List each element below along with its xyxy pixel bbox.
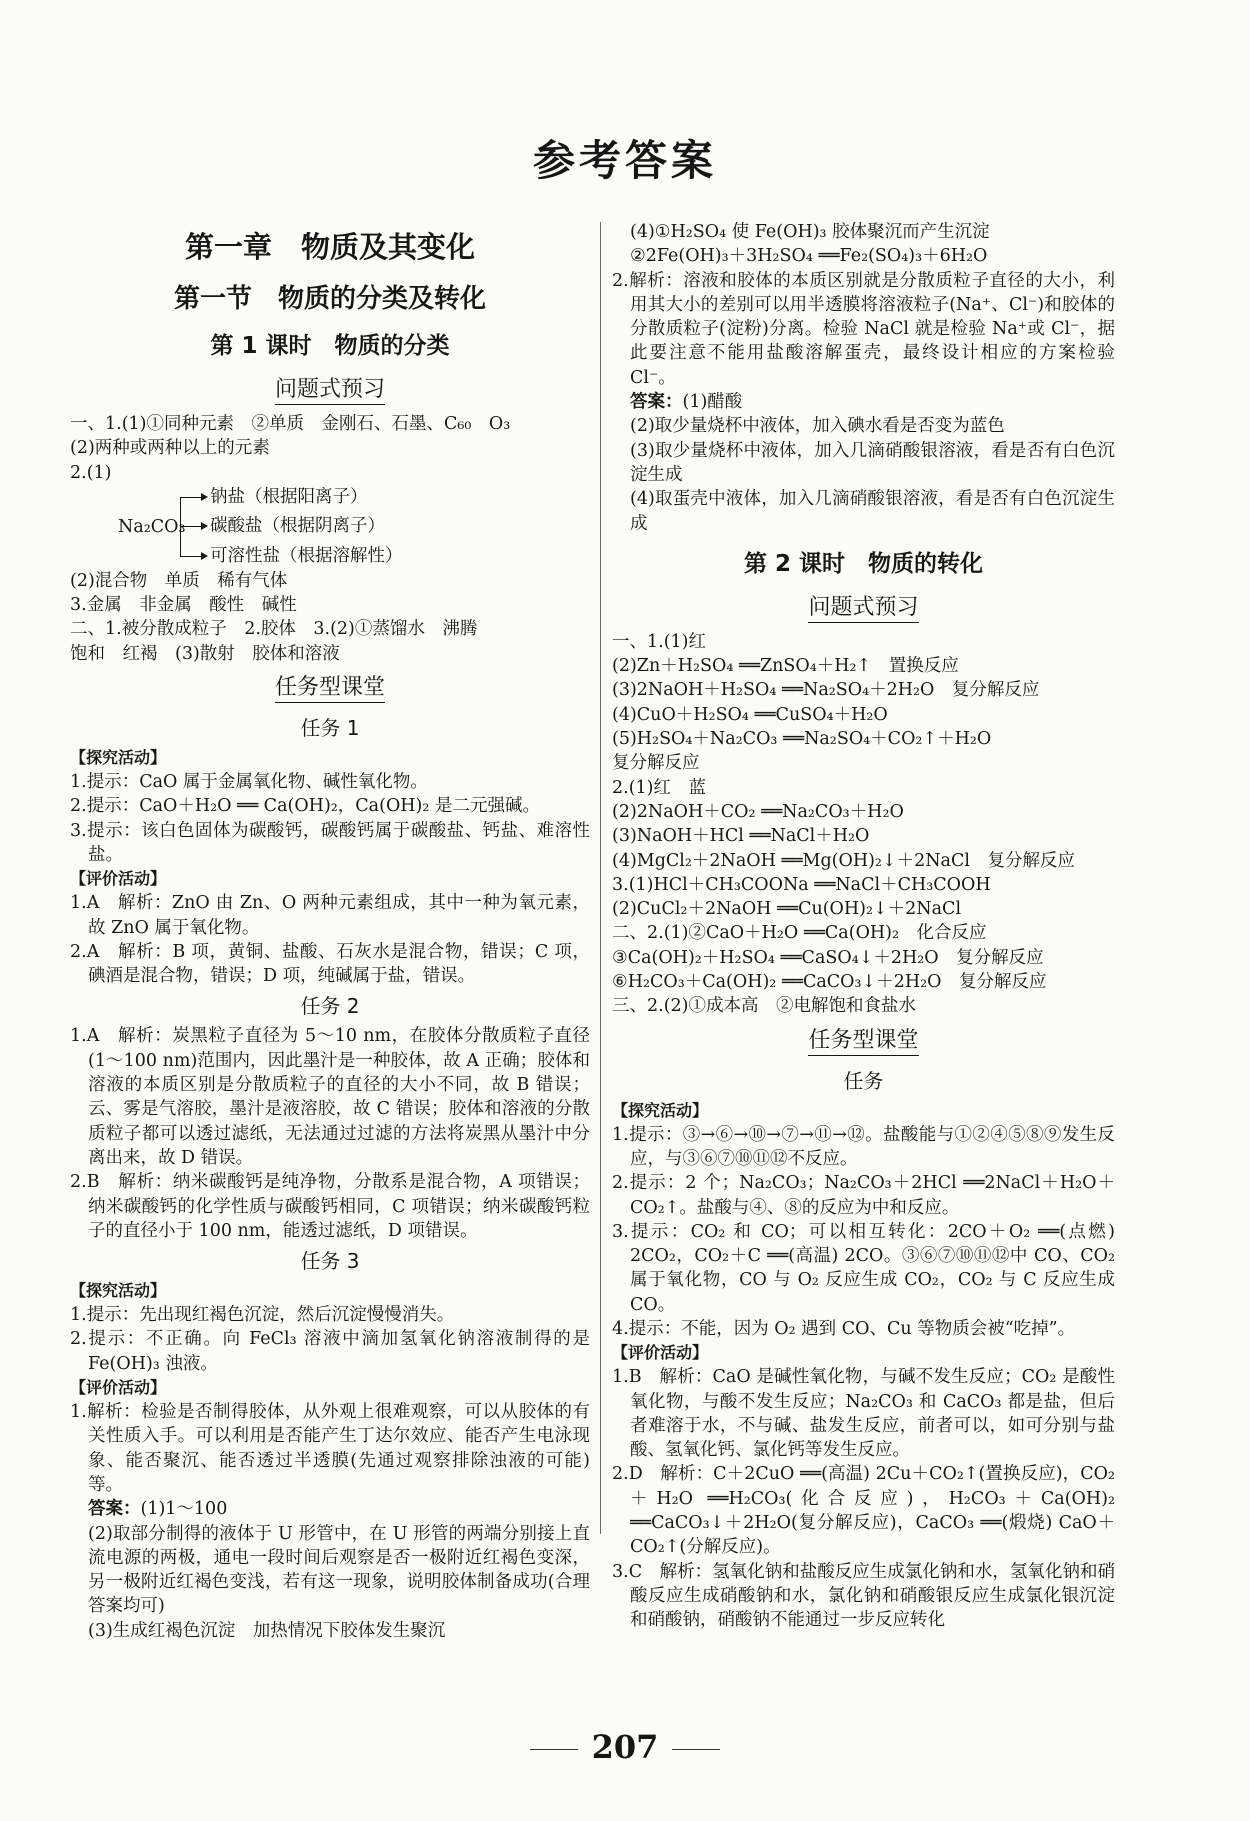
diagram-arrow — [180, 526, 206, 527]
answer-line: (3)生成红褐色沉淀 加热情况下胶体发生聚沉 — [88, 1620, 446, 1641]
answer-line: ②2Fe(OH)₃＋3H₂SO₄ ══Fe₂(SO₄)₃＋6H₂O — [630, 246, 988, 267]
right-column — [612, 220, 1115, 1633]
eval-tag: 【评价活动】 — [70, 1378, 167, 1398]
explore-tag: 【探究活动】 — [70, 1281, 167, 1301]
preview-line: (2)CuCl₂＋2NaOH ══Cu(OH)₂↓＋2NaCl — [612, 899, 962, 920]
answer-item: 2.提示：2 个；Na₂CO₃；Na₂CO₃＋2HCl ══2NaCl＋H₂O＋CO₂↑。盐酸与④、⑧的反应为中和反应。 — [612, 1173, 1115, 1218]
left-column — [70, 220, 590, 1643]
answer-item: 1.A 解析：炭黑粒子直径为 5～10 nm，在胶体分散质粒子直径(1～100 nm)范围内，因此墨汁是一种胶体，故 A 正确；胶体和溶液的本质区别是分散质粒子的直径的大小不同，故 B 错误；云、雾是气溶胶，墨汁是液溶胶，故 C 错误；胶体和溶液的分散质粒子都可以透过滤纸，无法通过过滤的方法将炭黑从墨汁中分离出来，故 D 错误。 — [70, 1026, 590, 1168]
preview-line: ⑥H₂CO₃＋Ca(OH)₂ ══CaCO₃↓＋2H₂O 复分解反应 — [612, 972, 1047, 993]
answer-label: 答案：(1)1～100 — [88, 1499, 228, 1520]
answer-item: 2.B 解析：纳米碳酸钙是纯净物，分散系是混合物，A 项错误；纳米碳酸钙的化学性质与碳酸钙相同，C 项错误；纳米碳酸钙粒子的直径小于 100 nm，能透过滤纸，D 项错误。 — [70, 1172, 590, 1241]
answer-line: (4)取蛋壳中液体，加入几滴硝酸银溶液，看是否有白色沉淀生成 — [630, 489, 1115, 534]
explore-tag: 【探究活动】 — [612, 1100, 709, 1120]
column-divider — [600, 222, 601, 1534]
diagram-leaf: 可溶性盐（根据溶解性） — [210, 545, 403, 566]
preview-line: (2)混合物 单质 稀有气体 — [70, 570, 288, 591]
answer-item: 2.提示：不正确。向 FeCl₃ 溶液中滴加氢氧化钠溶液制得的是 Fe(OH)₃ 浊液。 — [70, 1329, 590, 1374]
answer-item: 1.提示：CaO 属于金属氧化物、碱性氧化物。 — [70, 772, 428, 793]
answer-item: 1.提示：先出现红褐色沉淀，然后沉淀慢慢消失。 — [70, 1305, 455, 1326]
eval-tag: 【评价活动】 — [70, 869, 167, 889]
preview-line: (5)H₂SO₄＋Na₂CO₃ ══Na₂SO₄＋CO₂↑＋H₂O — [612, 729, 992, 750]
answer-line: (2)取少量烧杯中液体，加入碘水看是否变为蓝色 — [630, 416, 1005, 437]
task-heading: 任务 1 — [300, 716, 360, 741]
diagram-arrow — [180, 556, 206, 557]
answer-label: 答案：(1)醋酸 — [630, 392, 743, 413]
answer-item: 3.提示：该白色固体为碳酸钙，碳酸钙属于碳酸盐、钙盐、难溶性盐。 — [70, 820, 590, 865]
explore-tag: 【探究活动】 — [70, 748, 167, 768]
answer-item: 4.提示：不能，因为 O₂ 遇到 CO、Cu 等物质会被“吃掉”。 — [612, 1318, 1076, 1339]
preview-line: 一、1.(1)红 — [612, 631, 706, 652]
preview-line: 2.(1)红 蓝 — [612, 777, 706, 798]
eval-tag: 【评价活动】 — [612, 1343, 709, 1363]
answer-line: (4)①H₂SO₄ 使 Fe(OH)₃ 胶体聚沉而产生沉淀 — [630, 222, 990, 242]
preview-line: 2.(1) — [70, 462, 112, 483]
answer-item: 1.B 解析：CaO 是碱性氧化物，与碱不发生反应；CO₂ 是酸性氧化物，与酸不发生反应；Na₂CO₃ 和 CaCO₃ 都是盐，但后者难溶于水，不与碱、盐发生反应，前者可以，如可分别与盐酸、氢氧化钙、氯化钙等发生反应。 — [612, 1367, 1115, 1461]
diagram-leaf: 碳酸盐（根据阴离子） — [210, 515, 385, 536]
preview-line: (3)2NaOH＋H₂SO₄ ══Na₂SO₄＋2H₂O 复分解反应 — [612, 680, 1040, 701]
answer-item: 2.D 解析：C＋2CuO ══(高温) 2Cu＋CO₂↑(置换反应)，CO₂＋H₂O ══H₂CO₃(化合反应)，H₂CO₃＋Ca(OH)₂ ══CaCO₃↓＋2H₂O(复分解反应)，CaCO₃ ══(煅烧) CaO＋CO₂↑(分解反应)。 — [612, 1464, 1115, 1558]
preview-line: 三、2.(2)①成本高 ②电解饱和食盐水 — [612, 996, 916, 1017]
page-number: 207 — [0, 1728, 1250, 1766]
classroom-heading: 任务型课堂 — [612, 1019, 1115, 1063]
page-title: 参考答案 — [532, 136, 717, 185]
diagram-leaf: 钠盐（根据阳离子） — [210, 486, 368, 507]
task-heading: 任务 2 — [300, 994, 360, 1019]
chapter-heading: 第一章 物质及其变化 — [184, 230, 475, 264]
answer-item: 1.解析：检验是否制得胶体，从外观上很难观察，可以从胶体的有关性质入手。可以利用是否能产生丁达尔效应、能否产生电泳现象、能否聚沉、能否透过半透膜(先通过观察排除浊液的可能)等。 — [70, 1402, 590, 1495]
answer-line: (2)取部分制得的液体于 U 形管中，在 U 形管的两端分别接上直流电源的两极，通电一段时间后观察是否一极附近红褐色变深，另一极附近红褐色变浅，若有这一现象，说明胶体制备成功(合理答案均可) — [88, 1523, 590, 1617]
answer-item: 1.A 解析：ZnO 由 Zn、O 两种元素组成，其中一种为氧元素，故 ZnO 属于氧化物。 — [70, 893, 590, 938]
answer-item: 2.提示：CaO＋H₂O ══ Ca(OH)₂，Ca(OH)₂ 是二元强碱。 — [70, 796, 540, 817]
answer-item: 2.解析：溶液和胶体的本质区别就是分散质粒子直径的大小，利用其大小的差别可以用半透膜将溶液粒子(Na⁺、Cl⁻)和胶体的分散质粒子(淀粉)分离。检验 NaCl 就是检验 Na⁺或 Cl⁻，据此要注意不能用盐酸溶解蛋壳，最终设计相应的方案检验 Cl⁻。 — [612, 270, 1115, 388]
task-heading: 任务 — [843, 1068, 884, 1093]
answer-item: 1.提示：③→⑥→⑩→⑦→⑪→⑫。盐酸能与①②④⑤⑧⑨发生反应，与③⑥⑦⑩⑪⑫不反应。 — [612, 1124, 1115, 1169]
preview-line: 3.金属 非金属 酸性 碱性 — [70, 595, 297, 616]
preview-line: 饱和 红褐 (3)散射 胶体和溶液 — [70, 643, 340, 664]
task-heading: 任务 3 — [300, 1249, 360, 1274]
preview-line: (2)2NaOH＋CO₂ ══Na₂CO₃＋H₂O — [612, 801, 904, 822]
preview-line: (2)两种或两种以上的元素 — [70, 438, 270, 459]
classification-diagram — [70, 485, 590, 569]
answer-item: 3.提示：CO₂ 和 CO；可以相互转化：2CO＋O₂ ══(点燃) 2CO₂，CO₂＋C ══(高温) 2CO。③⑥⑦⑩⑪⑫中 CO、CO₂ 属于氧化物，CO 与 O₂ 反应生成 CO₂，CO₂ 与 C 反应生成 CO。 — [612, 1221, 1115, 1315]
diagram-arrow — [180, 497, 206, 498]
preview-line: (2)Zn＋H₂SO₄ ══ZnSO₄＋H₂↑ 置换反应 — [612, 656, 959, 677]
preview-line: (3)NaOH＋HCl ══NaCl＋H₂O — [612, 826, 870, 847]
lesson-heading: 第 2 课时 物质的转化 — [743, 550, 984, 577]
answer-line: (3)取少量烧杯中液体，加入几滴硝酸银溶液，看是否有白色沉淀生成 — [630, 440, 1115, 485]
classroom-heading: 任务型课堂 — [70, 666, 590, 710]
preview-line: 二、1.被分散成粒子 2.胶体 3.(2)①蒸馏水 沸腾 — [70, 619, 478, 640]
preview-line: 二、2.(1)②CaO＋H₂O ══Ca(OH)₂ 化合反应 — [612, 923, 987, 944]
answer-item: 3.C 解析：氢氧化钠和盐酸反应生成氯化钠和水，氢氧化钠和硝酸反应生成硝酸钠和水，氯化钠和硝酸银反应生成氯化银沉淀和硝酸钠，硝酸钠不能通过一步反应转化 — [612, 1561, 1115, 1631]
preview-line: (4)CuO＋H₂SO₄ ══CuSO₄＋H₂O — [612, 704, 888, 725]
preview-line: 一、1.(1)①同种元素 ②单质 金刚石、石墨、C₆₀ O₃ — [70, 414, 511, 434]
preview-line: 3.(1)HCl＋CH₃COONa ══NaCl＋CH₃COOH — [612, 874, 991, 895]
section-heading: 第一节 物质的分类及转化 — [173, 284, 486, 314]
lesson-heading: 第 1 课时 物质的分类 — [210, 333, 450, 359]
preview-heading: 问题式预习 — [612, 586, 1115, 630]
diagram-root: Na₂CO₃ — [118, 516, 186, 537]
preview-line: (4)MgCl₂＋2NaOH ══Mg(OH)₂↓＋2NaCl 复分解反应 — [612, 850, 1075, 871]
preview-line: 复分解反应 — [612, 753, 700, 774]
answer-item: 2.A 解析：B 项，黄铜、盐酸、石灰水是混合物，错误；C 项，碘酒是混合物，错误；D 项，纯碱属于盐，错误。 — [70, 941, 590, 987]
preview-heading: 问题式预习 — [70, 368, 590, 412]
preview-line: ③Ca(OH)₂＋H₂SO₄ ══CaSO₄↓＋2H₂O 复分解反应 — [612, 947, 1044, 968]
